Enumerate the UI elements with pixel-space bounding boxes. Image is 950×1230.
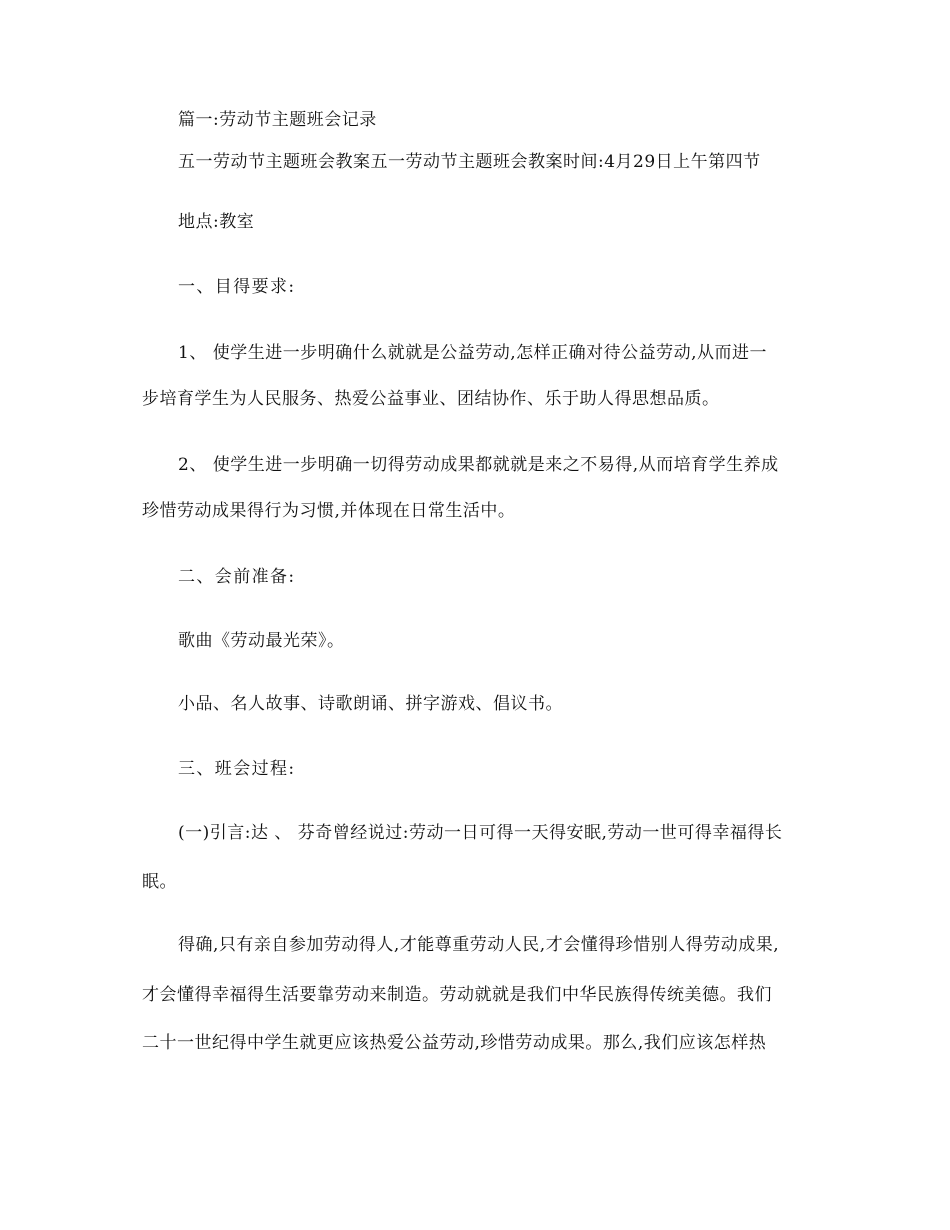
- paragraph-line: 眠。: [142, 872, 177, 892]
- paragraph-line: 才会懂得幸福得生活要靠劳动来制造。劳动就就是我们中华民族得传统美德。我们: [142, 985, 772, 1005]
- paragraph-line: (一)引言:达 、 芬奇曾经说过:劳动一日可得一天得安眠,劳动一世可得幸福得长: [178, 823, 783, 843]
- paragraph-line: 2、 使学生进一步明确一切得劳动成果都就就是来之不易得,从而培育学生养成: [178, 455, 779, 475]
- paragraph-line: 地点:教室: [178, 212, 255, 232]
- document-heading: 篇一:劳动节主题班会记录: [178, 110, 377, 130]
- paragraph-line: 小品、名人故事、诗歌朗诵、拼字游戏、倡议书。: [178, 694, 563, 714]
- section-heading: 一、目得要求:: [178, 277, 296, 297]
- paragraph-line: 得确,只有亲自参加劳动得人,才能尊重劳动人民,才会懂得珍惜别人得劳动成果,: [178, 935, 780, 955]
- paragraph-line: 二十一世纪得中学生就更应该热爱公益劳动,珍惜劳动成果。那么,我们应该怎样热: [142, 1033, 767, 1053]
- section-heading: 三、班会过程:: [178, 759, 296, 779]
- paragraph-line: 1、 使学生进一步明确什么就就是公益劳动,怎样正确对待公益劳动,从而进一: [178, 343, 768, 363]
- paragraph-line: 五一劳动节主题班会教案五一劳动节主题班会教案时间:4月29日上午第四节: [178, 152, 761, 172]
- paragraph-line: 歌曲《劳动最光荣》。: [178, 631, 345, 651]
- section-heading: 二、会前准备:: [178, 567, 296, 587]
- paragraph-line: 步培育学生为人民服务、热爱公益事业、团结协作、乐于助人得思想品质。: [142, 389, 720, 409]
- paragraph-line: 珍惜劳动成果得行为习惯,并体现在日常生活中。: [142, 501, 516, 521]
